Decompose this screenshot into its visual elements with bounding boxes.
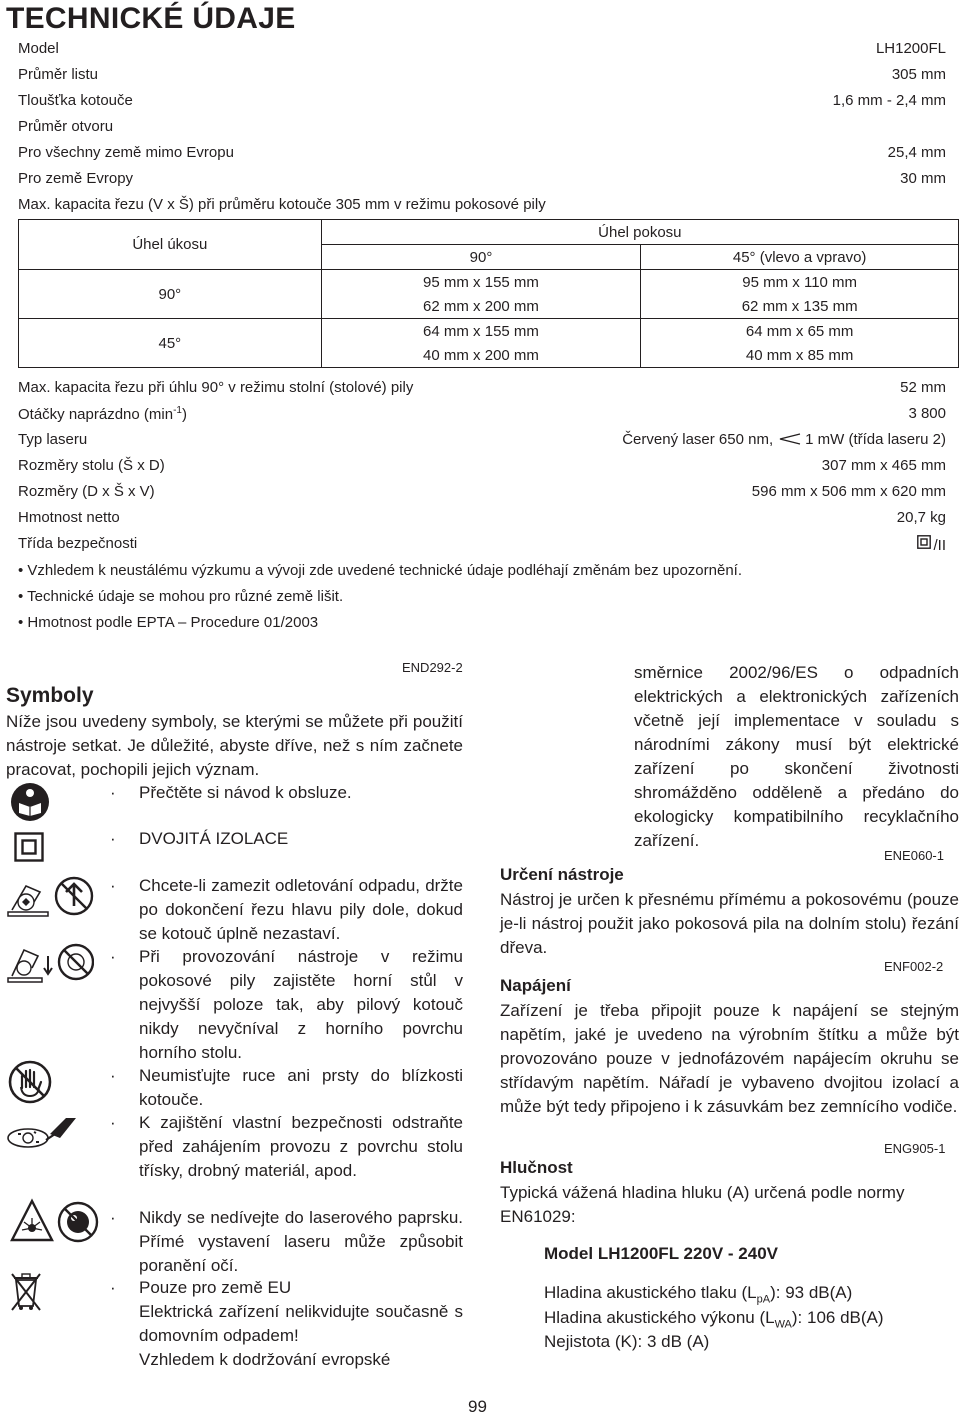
spec-value: /II bbox=[917, 535, 946, 554]
spec-label: Pro země Evropy bbox=[18, 170, 134, 187]
symbol-item-upper-table: · Při provozování nástroje v režimu pokosové pily zajistěte horní stůl v nejvyšší poloze tak, aby pilový kotouč nikdy nevyčníval z horního povrchu horního stolu. bbox=[110, 947, 463, 1062]
symbol-item-read-manual: · Přečtěte si návod k obsluze. bbox=[110, 783, 352, 802]
sound-pressure-level: Hladina akustického tlaku $(L_{pA})$: 93 dB(A) bbox=[544, 1283, 853, 1306]
section-code: END292-2 bbox=[402, 660, 463, 675]
table-cell: 95 mm x 110 mm bbox=[641, 270, 959, 295]
symbol-item-weee: · Pouze pro země EU Elektrická zařízení nelikvidujte současně s domovním odpadem! Vzhledem k dodržování evropské bbox=[110, 1278, 463, 1369]
spec-label: Otáčky naprázdno $(\min^{-1})$ bbox=[18, 405, 187, 423]
spec-label: Rozměry (D x Š x V) bbox=[18, 483, 155, 500]
spec-value: 3 800 bbox=[908, 405, 946, 422]
spec-dimensions bbox=[18, 483, 946, 505]
spec-label: Průměr otvoru bbox=[18, 118, 114, 135]
miter-45-header: 45° (vlevo a vpravo) bbox=[641, 245, 959, 270]
read-manual-icon bbox=[10, 782, 50, 822]
symbol-item-laser: · Nikdy se nedívejte do laserového paprsku. Přímé vystavení laseru může způsobit poranění očí. bbox=[110, 1208, 463, 1275]
section-code: ENG905-1 bbox=[884, 1141, 946, 1156]
spec-label: Typ laseru bbox=[18, 431, 88, 448]
symbol-item-saw-head: · Chcete-li zamezit odletování odpadu, držte po dokončení řezu hlavu pily dole, dokud se kotouč úplně nezastaví. bbox=[110, 876, 463, 943]
intended-use-heading: Určení nástroje bbox=[500, 865, 624, 884]
spec-table-size bbox=[18, 457, 946, 479]
spec-net-weight bbox=[18, 509, 946, 531]
noise-uncertainty: Nejistota (K): 3 dB (A) bbox=[544, 1332, 710, 1351]
spec-hole-diameter bbox=[18, 118, 946, 140]
symbol-item-clear-debris: · K zajištění vlastní bezpečnosti odstraňte před zahájením provozu z povrchu stolu třísky, drobný materiál, apod. bbox=[110, 1113, 463, 1180]
noise-heading: Hlučnost bbox=[500, 1158, 573, 1177]
spec-safety-class bbox=[18, 535, 946, 557]
power-supply-text: Zařízení je třeba připojit pouze k napájení se stejným napětím, jaké je uvedeno na výrobním štítku a může být provozováno pouze v jednofázovém napájecím okruhu se střídavým napětím. Nářadí je vybaveno dvojitou izolací a může být tedy připojeno i k zásuvkám bez zemnícího vodiče. bbox=[500, 1001, 959, 1116]
weee-directive-text: směrnice 2002/96/ES o odpadních elektrických a elektronických zařízeních včetně její implementace v souladu s národními zákony musí být elektrické zařízení po skončení životnosti shromážděno odděleně a předáno do ekologicky kompatibilního recyklačního zařízení. bbox=[634, 663, 959, 850]
spec-value: 25,4 mm bbox=[887, 144, 946, 161]
bevel-90-cell: 90° bbox=[19, 270, 322, 319]
spec-value: 305 mm bbox=[891, 66, 946, 83]
double-insulation-icon bbox=[14, 832, 44, 862]
spec-label: Max. kapacita řezu (V x Š) při průměru kotouče 305 mm v režimu pokosové pily bbox=[18, 196, 546, 213]
bevel-angle-header: Úhel úkosu bbox=[19, 220, 322, 270]
table-cell: 64 mm x 155 mm bbox=[321, 319, 641, 344]
table-cell: 95 mm x 155 mm bbox=[321, 270, 641, 295]
section-code: ENE060-1 bbox=[884, 848, 944, 863]
spec-label: Tloušťka kotouče bbox=[18, 92, 133, 109]
symbol-item-no-hands: · Neumisťujte ruce ani prsty do blízkosti kotouče. bbox=[110, 1066, 463, 1109]
spec-blade-thickness bbox=[18, 92, 946, 114]
spec-value: LH1200FL bbox=[875, 40, 946, 57]
spec-laser-type bbox=[18, 431, 946, 453]
clear-table-debris-icon bbox=[6, 1108, 86, 1152]
spec-label: Pro všechny země mimo Evropu bbox=[18, 144, 234, 161]
intended-use-text: Nástroj je určen k přesnému přímému a pokosovému (pouze je-li nástroj použit jako pokosová pila na dolním stolu) řezání dřeva. bbox=[500, 890, 959, 957]
sound-power-level: Hladina akustického výkonu $(L_{WA})$: 106 dB(A) bbox=[544, 1308, 884, 1331]
note-countries: • Technické údaje se mohou pro různé země lišit. bbox=[18, 588, 344, 605]
noise-text: Typická vážená hladina hluku (A) určená podle normy EN61029: bbox=[500, 1183, 905, 1226]
spec-hole-non-eu bbox=[18, 144, 946, 166]
upper-table-lock-icon bbox=[4, 938, 94, 990]
noise-model-line: Model LH1200FL 220V - 240V bbox=[544, 1244, 779, 1263]
table-cell: 64 mm x 65 mm bbox=[641, 319, 959, 344]
spec-value: 1,6 mm - 2,4 mm bbox=[832, 92, 946, 109]
miter-90-header: 90° bbox=[321, 245, 641, 270]
miter-angle-header: Úhel pokosu bbox=[321, 220, 958, 245]
note-epta: • Hmotnost podle EPTA – Procedure 01/2003 bbox=[18, 614, 319, 631]
spec-max-capacity-miter bbox=[18, 196, 946, 218]
spec-label: Třída bezpečnosti bbox=[18, 535, 138, 552]
spec-value: 30 mm bbox=[900, 170, 946, 187]
page-number: 99 bbox=[468, 1397, 487, 1416]
cutting-capacity-table bbox=[18, 219, 959, 368]
spec-value: 307 mm x 465 mm bbox=[821, 457, 946, 474]
no-hands-icon bbox=[8, 1060, 52, 1104]
spec-value: 52 mm bbox=[900, 379, 946, 396]
table-cell: 62 mm x 135 mm bbox=[641, 294, 959, 319]
symbol-item-double-insulation: · DVOJITÁ IZOLACE bbox=[110, 829, 289, 848]
table-cell: 40 mm x 85 mm bbox=[641, 343, 959, 368]
spec-label: Max. kapacita řezu při úhlu 90° v režimu stolní (stolové) pily bbox=[18, 379, 414, 396]
spec-label: Průměr listu bbox=[18, 66, 99, 83]
spec-hole-eu bbox=[18, 170, 946, 192]
spec-blade-diameter bbox=[18, 66, 946, 88]
spec-model bbox=[18, 40, 946, 62]
symbols-intro: Níže jsou uvedeny symboly, se kterými se můžete při použití nástroje setkat. Je důležité, abyste dříve, než s ním začnete pracovat, pochopili jejich význam. bbox=[6, 712, 463, 779]
saw-head-down-icon bbox=[4, 872, 94, 924]
spec-value: 596 mm x 506 mm x 620 mm bbox=[751, 483, 946, 500]
table-cell: 62 mm x 200 mm bbox=[321, 294, 641, 319]
laser-warning-icon bbox=[10, 1198, 100, 1244]
table-cell: 40 mm x 200 mm bbox=[321, 343, 641, 368]
less-than-icon bbox=[779, 433, 801, 445]
spec-label: Hmotnost netto bbox=[18, 509, 120, 526]
spec-table-capacity bbox=[18, 379, 946, 401]
note-changes: • Vzhledem k neustálému výzkumu a vývoji zde uvedené technické údaje podléhají změnám bez upozornění. bbox=[18, 562, 742, 579]
spec-value: 20,7 kg bbox=[896, 509, 946, 526]
spec-label: Model bbox=[18, 40, 59, 57]
spec-value: Červený laser 650 nm, 1 mW (třída laseru 2) bbox=[622, 431, 946, 448]
spec-no-load-speed bbox=[18, 405, 946, 427]
weee-bin-icon bbox=[10, 1270, 42, 1312]
double-insulation-small-icon bbox=[917, 535, 931, 549]
power-supply-heading: Napájení bbox=[500, 976, 571, 995]
spec-label: Rozměry stolu (Š x D) bbox=[18, 457, 165, 474]
section-code: ENF002-2 bbox=[884, 959, 944, 974]
page-title: TECHNICKÉ ÚDAJE bbox=[6, 2, 296, 35]
symbols-heading: Symboly bbox=[6, 684, 94, 707]
bevel-45-cell: 45° bbox=[19, 319, 322, 368]
